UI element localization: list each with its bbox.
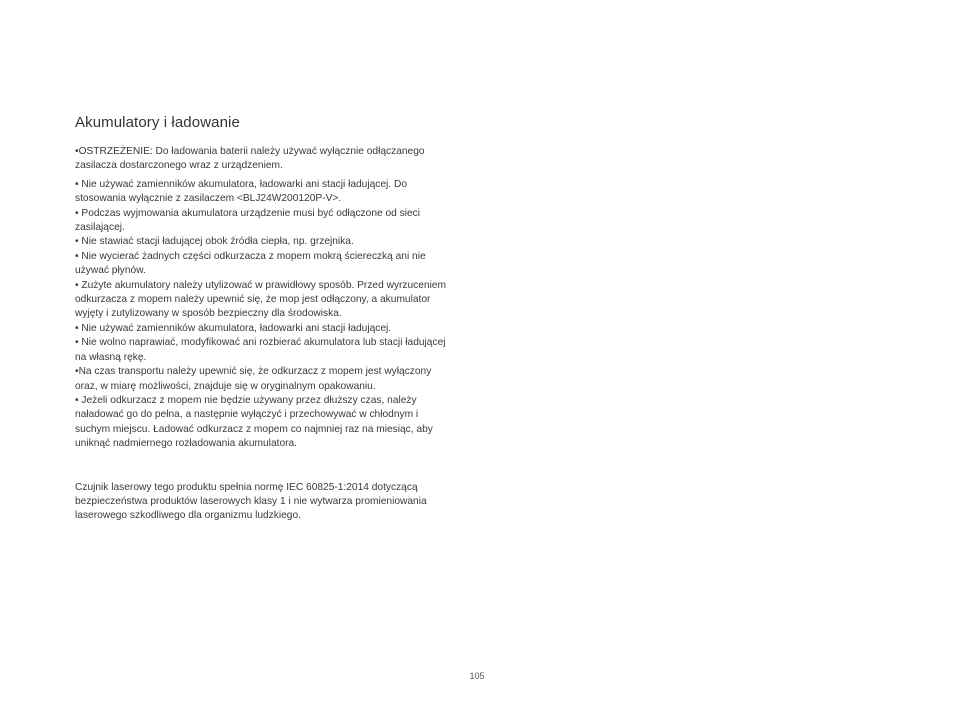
page-number: 105 [469, 671, 485, 681]
list-item: • Nie wolno naprawiać, modyfikować ani rozbierać akumulatora lub stacji ładującej na własną rękę. [75, 337, 446, 363]
section-heading: Akumulatory i ładowanie [75, 114, 240, 131]
list-item: • Nie używać zamienników akumulatora, ładowarki ani stacji ładującej. [75, 322, 392, 334]
list-item: • Podczas wyjmowania akumulatora urządzenie musi być odłączone od sieci zasilającej. [75, 207, 421, 234]
section-body [75, 145, 447, 524]
warning-paragraph: •OSTRZEŻENIE: Do ładowania baterii należy używać wyłącznie odłączanego zasilacza dostarczonego wraz z urządzeniem. [75, 146, 425, 172]
list-item: •Na czas transportu należy upewnić się, że odkurzacz z mopem jest wyłączony oraz, w miarę możliwości, znajduje się w oryginalnym opakowaniu. [75, 366, 432, 392]
list-item: • Jeżeli odkurzacz z mopem nie będzie używany przez dłuższy czas, należy naładować go do pełna, a następnie wyłączyć i przechowywać w chłodnym i suchym miejscu. Ładować odkurzacz z mopem co najmniej raz na miesiąc, aby uniknąć nadmiernego rozładowania akumulatora. [75, 394, 433, 450]
list-item: • Zużyte akumulatory należy utylizować w prawidłowy sposób. Przed wyrzuceniem odkurzacza z mopem należy upewnić się, że mop jest odłączony, a akumulator wyjęty i zutylizowany w sposób bezpieczny dla środowiska. [75, 279, 447, 320]
list-item: • Nie używać zamienników akumulatora, ładowarki ani stacji ładującej. Do stosowania wyłącznie z zasilaczem <BLJ24W200120P-V>. [75, 178, 407, 205]
laser-note-paragraph: Czujnik laserowy tego produktu spełnia normę IEC 60825-1:2014 dotyczącą bezpieczeństwa produktów laserowych klasy 1 i nie wytwarza promieniowania laserowego szkodliwego dla organizmu ludzkiego. [75, 481, 427, 522]
list-item: • Nie wycierać żadnych części odkurzacza z mopem mokrą ściereczką ani nie używać płynów. [75, 250, 426, 277]
list-item: • Nie stawiać stacji ładującej obok źródła ciepła, np. grzejnika. [75, 236, 354, 248]
